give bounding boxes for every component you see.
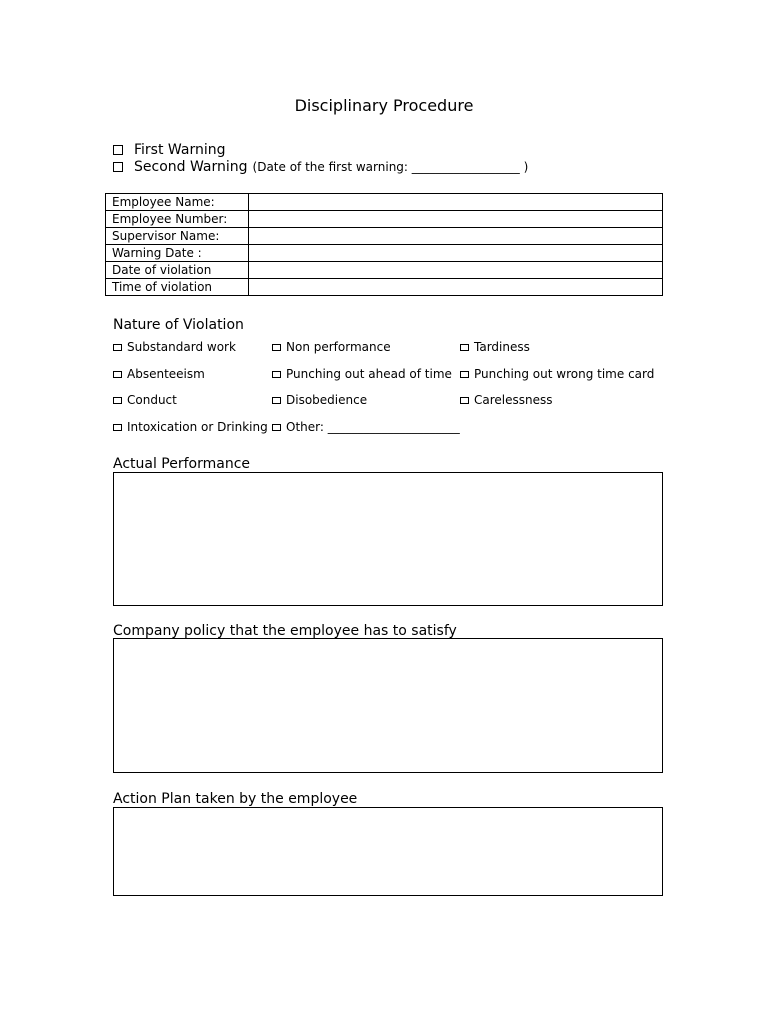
table-row — [106, 211, 663, 228]
table-row — [106, 228, 663, 245]
option-label: Non performance — [286, 340, 391, 354]
table-row — [106, 245, 663, 262]
checkbox[interactable] — [460, 371, 469, 378]
table-row — [106, 262, 663, 279]
checkbox[interactable] — [272, 344, 281, 351]
second-warning-label: Second Warning — [134, 159, 248, 175]
actual-performance-box[interactable] — [113, 472, 663, 606]
table-row — [106, 279, 663, 296]
first-warning-checkbox[interactable] — [113, 145, 123, 155]
violation-option-other[interactable] — [272, 419, 460, 435]
violation-option-disobedience[interactable] — [272, 392, 367, 408]
option-label: Disobedience — [286, 393, 368, 407]
checkbox[interactable] — [113, 424, 122, 431]
first-warning-date-note: (Date of the first warning: __________________ ) — [252, 160, 529, 174]
option-label: Substandard work — [127, 340, 236, 354]
checkbox[interactable] — [460, 344, 469, 351]
second-warning-checkbox[interactable] — [113, 162, 123, 172]
option-label: Conduct — [127, 393, 177, 407]
date-of-violation-label: Date of violation — [106, 262, 249, 279]
violation-option-substandard-work[interactable] — [113, 339, 236, 355]
checkbox[interactable] — [460, 397, 469, 404]
company-policy-box[interactable] — [113, 638, 663, 773]
option-label: Absenteeism — [127, 367, 205, 381]
first-warning-option[interactable] — [113, 141, 225, 159]
actual-performance-heading: Actual Performance — [113, 456, 251, 472]
employee-info-table — [105, 193, 663, 296]
violation-option-carelessness[interactable] — [460, 392, 553, 408]
option-label: Punching out wrong time card — [474, 367, 655, 381]
violation-option-conduct[interactable] — [113, 392, 177, 408]
action-plan-box[interactable] — [113, 807, 663, 896]
violation-option-intoxication[interactable] — [113, 419, 268, 435]
second-warning-option[interactable] — [113, 158, 528, 176]
table-row — [106, 194, 663, 211]
checkbox[interactable] — [272, 371, 281, 378]
checkbox[interactable] — [113, 371, 122, 378]
violation-option-punching-out-ahead[interactable] — [272, 366, 452, 382]
violation-option-tardiness[interactable] — [460, 339, 530, 355]
violation-option-non-performance[interactable] — [272, 339, 391, 355]
supervisor-name-field[interactable] — [249, 228, 663, 245]
option-label: Intoxication or Drinking — [127, 420, 268, 434]
checkbox[interactable] — [113, 397, 122, 404]
employee-name-label: Employee Name: — [106, 194, 249, 211]
nature-of-violation-heading: Nature of Violation — [113, 317, 244, 333]
time-of-violation-field[interactable] — [249, 279, 663, 296]
supervisor-name-label: Supervisor Name: — [106, 228, 249, 245]
warning-date-label: Warning Date : — [106, 245, 249, 262]
page-title: Disciplinary Procedure — [294, 96, 474, 115]
date-of-violation-field[interactable] — [249, 262, 663, 279]
company-policy-heading: Company policy that the employee has to satisfy — [113, 623, 457, 639]
employee-name-field[interactable] — [249, 194, 663, 211]
option-label: Tardiness — [474, 340, 530, 354]
violation-option-punching-out-wrong-card[interactable] — [460, 366, 654, 382]
option-label: Punching out ahead of time — [286, 367, 452, 381]
option-label: Other: ______________________ — [286, 420, 460, 434]
warning-date-field[interactable] — [249, 245, 663, 262]
employee-number-field[interactable] — [249, 211, 663, 228]
employee-number-label: Employee Number: — [106, 211, 249, 228]
time-of-violation-label: Time of violation — [106, 279, 249, 296]
action-plan-heading: Action Plan taken by the employee — [113, 791, 358, 807]
checkbox[interactable] — [113, 344, 122, 351]
violation-option-absenteeism[interactable] — [113, 366, 205, 382]
option-label: Carelessness — [474, 393, 553, 407]
checkbox[interactable] — [272, 397, 281, 404]
first-warning-label: First Warning — [134, 142, 226, 158]
checkbox[interactable] — [272, 424, 281, 431]
